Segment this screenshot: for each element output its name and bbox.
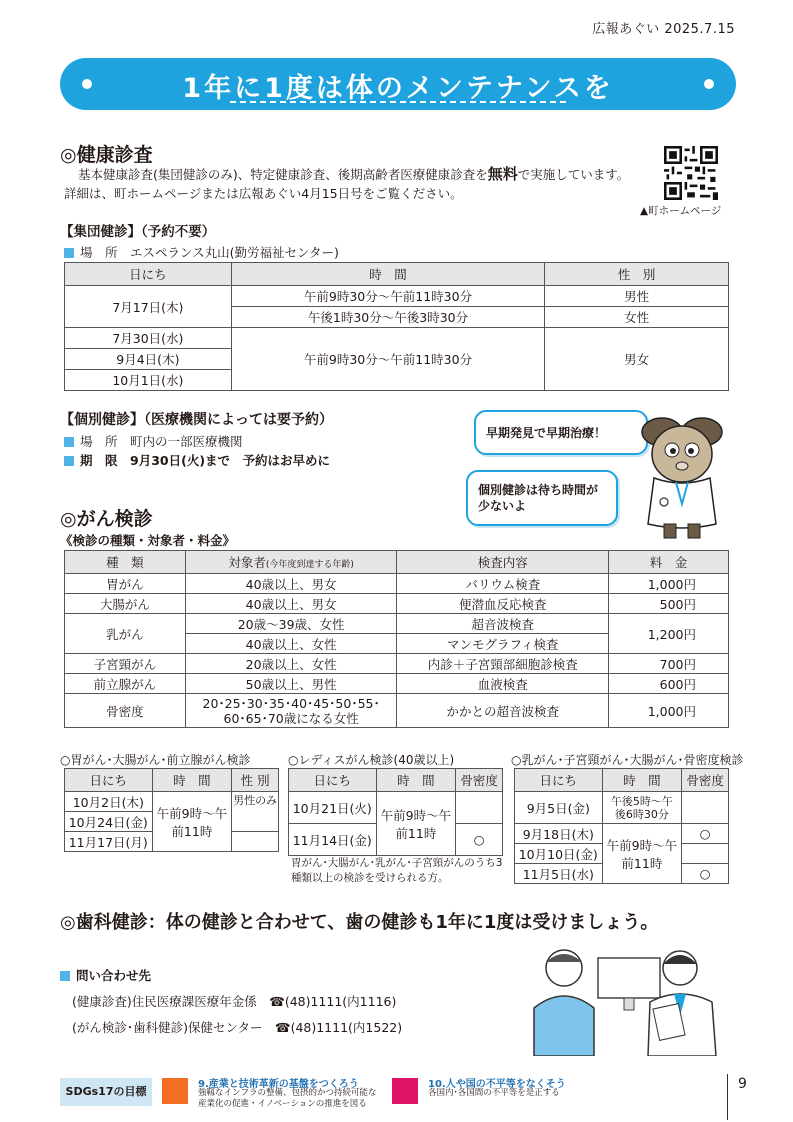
table-cell	[456, 792, 503, 824]
dental-consultation-illustration	[520, 938, 725, 1056]
table-cell: 午前9時30分～午前11時30分	[231, 328, 545, 391]
table-cell: 内診＋子宮頸部細胞診検査	[397, 654, 609, 674]
sched2-title: ○レディスがん検診(40歳以上)	[288, 753, 455, 767]
col-type: 種 類	[65, 551, 186, 574]
table-cell: 超音波検査	[397, 614, 609, 634]
table-cell: 11月14日(金)	[289, 824, 377, 856]
sdg-goal10-title: 10.人や国の不平等をなくそう	[428, 1079, 566, 1090]
table-cell: ○	[682, 824, 729, 844]
table-cell: 700円	[609, 654, 729, 674]
contact-title: 問い合わせ先	[60, 966, 151, 984]
table-cell: 午前9時～午前11時	[152, 792, 232, 852]
kenko-heading: ◎健康診査	[60, 144, 153, 166]
table-cell: 10月2日(木)	[65, 792, 153, 812]
col-target: 対象者(今年度到達する年齢)	[185, 551, 397, 574]
sdg-goal9-icon	[162, 1078, 188, 1104]
individual-period: 期 限 9月30日(火)まで 予約はお早めに	[64, 451, 330, 469]
col-time: 時 間	[231, 263, 545, 286]
sched2-note: 胃がん･大腸がん･乳がん･子宮頸がんのうち3種類以上の検診を受けられる方。	[291, 857, 503, 884]
col-time: 時 間	[376, 769, 456, 792]
bullet-icon	[64, 248, 74, 258]
table-cell: 午前9時30分～午前11時30分	[231, 286, 545, 307]
table-cell: 男女	[545, 328, 729, 391]
sdg-goal10-icon	[392, 1078, 418, 1104]
sched1-title: ○胃がん･大腸がん･前立腺がん検診	[60, 753, 251, 767]
group-title: 【集団健診】（予約不要）	[60, 224, 216, 240]
speech-bubble-1: 早期発見で早期治療！	[474, 410, 648, 455]
sdg-goal10-desc: 各国内･各国間の不平等を是正する	[428, 1088, 560, 1098]
qr-code-icon[interactable]	[664, 146, 718, 200]
table-cell: 10月10日(金)	[515, 844, 603, 864]
col-bone: 骨密度	[682, 769, 729, 792]
sched3-table	[514, 768, 729, 884]
kenko-intro-line1: 基本健康診査(集団健診のみ)、特定健康診査、後期高齢者医療健康診査を無料で実施しています。	[78, 165, 630, 183]
title-banner	[60, 58, 736, 110]
table-cell	[682, 792, 729, 824]
col-date: 日にち	[65, 769, 153, 792]
table-cell: 血液検査	[397, 674, 609, 694]
table-cell: 午前9時～午前11時	[602, 824, 682, 884]
table-cell: 女性	[545, 307, 729, 328]
cancer-table	[64, 550, 729, 728]
group-place: 場 所 エスペランス丸山(勤労福祉センター)	[64, 243, 339, 261]
table-cell: 600円	[609, 674, 729, 694]
col-sex: 性 別	[545, 263, 729, 286]
col-exam: 検査内容	[397, 551, 609, 574]
table-cell: 500円	[609, 594, 729, 614]
bullet-icon	[64, 456, 74, 466]
table-cell: 午後1時30分～午後3時30分	[231, 307, 545, 328]
table-cell: 前立腺がん	[65, 674, 186, 694]
col-bone: 骨密度	[456, 769, 503, 792]
col-time: 時 間	[152, 769, 232, 792]
speech-bubble-2: 個別健診は待ち時間が少ないよ	[466, 470, 618, 526]
individual-place: 場 所 町内の一部医療機関	[64, 432, 243, 450]
col-fee: 料 金	[609, 551, 729, 574]
table-cell: 大腸がん	[65, 594, 186, 614]
table-cell: 胃がん	[65, 574, 186, 594]
sdgs-tag: SDGs17の目標	[60, 1078, 152, 1106]
table-cell	[232, 832, 279, 852]
table-cell: 11月5日(水)	[515, 864, 603, 884]
table-cell: 9月4日(木)	[65, 349, 232, 370]
page-number: 9	[738, 1076, 747, 1092]
table-cell: 1,000円	[609, 694, 729, 728]
cancer-heading: ◎がん検診	[60, 508, 153, 530]
table-cell: 午前9時～午前11時	[376, 792, 456, 856]
table-cell: 50歳以上、男性	[185, 674, 397, 694]
table-cell: 1,200円	[609, 614, 729, 654]
mascot-doctor-icon	[632, 406, 732, 542]
table-cell: 10月24日(金)	[65, 812, 153, 832]
col-date: 日にち	[515, 769, 603, 792]
table-cell: ○	[456, 824, 503, 856]
col-date: 日にち	[289, 769, 377, 792]
table-cell: 9月5日(金)	[515, 792, 603, 824]
individual-title: 【個別健診】（医療機関によっては要予約）	[60, 412, 333, 428]
group-schedule-table	[64, 262, 729, 391]
free-emphasis: 無料	[487, 165, 518, 183]
table-cell: 午後5時～午後6時30分	[602, 792, 682, 824]
page-divider	[727, 1074, 728, 1120]
kenko-intro-line2: 詳細は、町ホームページまたは広報あぐい4月15日号をご覧ください。	[64, 186, 463, 201]
publication-header: 広報あぐい 2025.7.15	[592, 22, 735, 37]
table-cell: 子宮頸がん	[65, 654, 186, 674]
contact-line1: (健康診査)住民医療課医療年金係 ☎(48)1111(内1116)	[72, 994, 397, 1009]
table-cell: 男性	[545, 286, 729, 307]
table-cell: 20･25･30･35･40･45･50･55･ 60･65･70歳になる女性	[185, 694, 397, 728]
table-cell: マンモグラフィ検査	[397, 634, 609, 654]
col-date: 日にち	[65, 263, 232, 286]
banner-dashed-underline	[230, 101, 566, 103]
table-cell: 乳がん	[65, 614, 186, 654]
table-cell: 40歳以上、女性	[185, 634, 397, 654]
table-cell: 20歳以上、女性	[185, 654, 397, 674]
table-cell: 1,000円	[609, 574, 729, 594]
dental-heading: ◎歯科健診：体の健診と合わせて、歯の健診も1年に1度は受けましょう。	[60, 912, 659, 933]
table-cell: 20歳～39歳、女性	[185, 614, 397, 634]
sched3-title: ○乳がん･子宮頸がん･大腸がん･骨密度検診	[511, 753, 744, 767]
contact-line2: (がん検診･歯科健診)保健センター ☎(48)1111(内1522)	[72, 1020, 403, 1035]
qr-caption: ▲町ホームページ	[640, 205, 722, 217]
table-cell: 便潜血反応検査	[397, 594, 609, 614]
table-cell: 9月18日(木)	[515, 824, 603, 844]
table-cell: 10月1日(水)	[65, 370, 232, 391]
bullet-icon	[64, 437, 74, 447]
table-cell: かかとの超音波検査	[397, 694, 609, 728]
table-cell: 7月30日(水)	[65, 328, 232, 349]
bullet-icon	[60, 971, 70, 981]
sdg-goal9-desc: 強靱なインフラの整備、包摂的かつ持続可能な産業化の促進・イノベーションの推進を図る	[198, 1088, 377, 1109]
table-cell: 40歳以上、男女	[185, 574, 397, 594]
table-cell: 10月21日(火)	[289, 792, 377, 824]
sched1-table	[64, 768, 279, 852]
table-cell: 7月17日(木)	[65, 286, 232, 328]
table-cell: ○	[682, 864, 729, 884]
cancer-subtitle: 《検診の種類・対象者・料金》	[60, 533, 236, 548]
table-cell: バリウム検査	[397, 574, 609, 594]
col-time: 時 間	[602, 769, 682, 792]
table-cell	[682, 844, 729, 864]
table-cell: 男性のみ	[232, 792, 279, 832]
sched2-table	[288, 768, 503, 856]
col-sex: 性 別	[232, 769, 279, 792]
banner-title: 1年に1度は体のメンテナンスを	[182, 73, 614, 104]
table-cell: 骨密度	[65, 694, 186, 728]
table-cell: 11月17日(月)	[65, 832, 153, 852]
table-cell: 40歳以上、男女	[185, 594, 397, 614]
sdg-goal9-title: 9.産業と技術革新の基盤をつくろう	[198, 1079, 359, 1090]
